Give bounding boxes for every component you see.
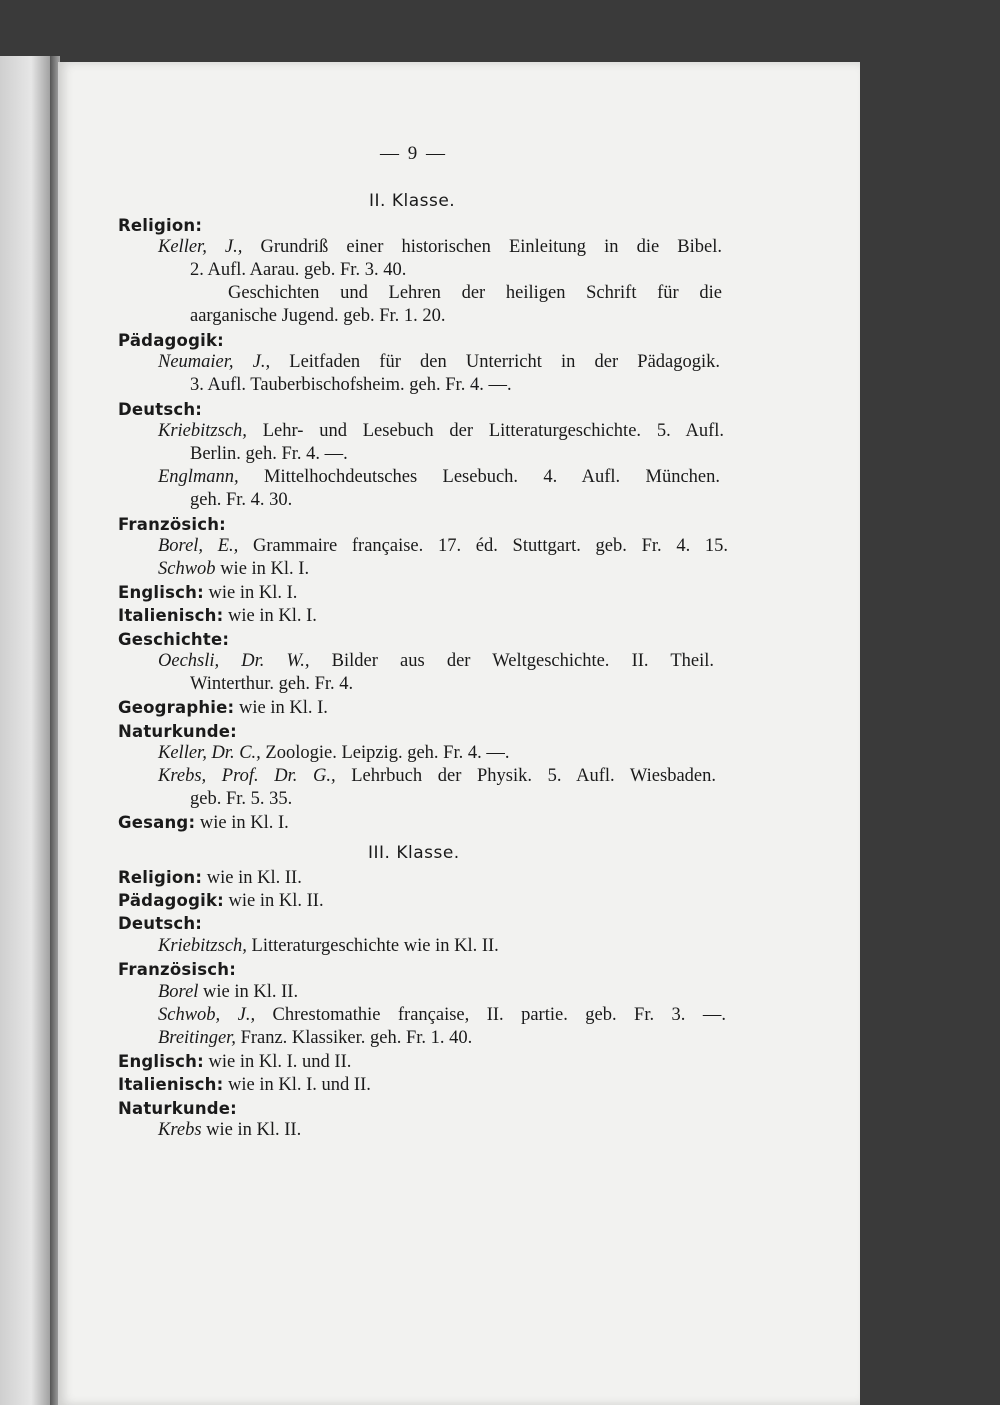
k2-franzoesisch-label: Französich: xyxy=(118,515,226,534)
entry-text: wie in Kl. I. und II. xyxy=(223,1075,371,1095)
k2-religion-entry-1-cont: 2. Aufl. Aarau. geb. Fr. 3. 40. xyxy=(190,260,407,280)
entry-text: Bilder aus der Weltgeschichte. II. Theil. xyxy=(309,651,714,671)
k2-englisch xyxy=(118,581,297,604)
author: Schwob, J., xyxy=(158,1005,256,1025)
entry-text: Grammaire française. 17. éd. Stuttgart. geb. Fr. 4. 15. xyxy=(238,536,729,556)
entry-text: wie in Kl. II. xyxy=(202,868,302,888)
k2-italienisch xyxy=(118,604,317,627)
author: Borel xyxy=(158,982,199,1002)
author: Englmann, xyxy=(158,467,239,487)
k2-paedagogik-label: Pädagogik: xyxy=(118,331,224,350)
entry-text: Chrestomathie française, II. partie. geb. Fr. 3. —. xyxy=(255,1005,726,1025)
k2-deutsch-label: Deutsch: xyxy=(118,400,203,419)
k3-italienisch xyxy=(118,1073,371,1096)
author: Keller, J., xyxy=(158,237,243,257)
k2-gesang xyxy=(118,811,289,834)
k2-religion-entry-1 xyxy=(158,236,722,259)
entry-text: Lehrbuch der Physik. 5. Aufl. Wiesbaden. xyxy=(335,766,716,786)
k2-englisch-label: Englisch: xyxy=(118,583,204,602)
k3-naturkunde-label: Naturkunde: xyxy=(118,1099,237,1118)
entry-text: wie in Kl. II. xyxy=(198,982,299,1002)
k3-franzoesisch-entry-1 xyxy=(158,981,298,1004)
entry-text: wie in Kl. II. xyxy=(223,891,324,911)
k2-religion-entry-2: Geschichten und Lehren der heiligen Schrift für die xyxy=(228,283,722,303)
entry-text: wie in Kl. II. xyxy=(201,1120,302,1140)
k2-geschichte-entry-1-cont: Winterthur. geh. Fr. 4. xyxy=(190,674,354,694)
author: Breitinger, xyxy=(158,1028,236,1048)
k2-gesang-label: Gesang: xyxy=(118,813,196,832)
entry-text: Franz. Klassiker. geh. Fr. 1. 40. xyxy=(235,1028,473,1048)
entry-text: Litteraturgeschichte wie in Kl. II. xyxy=(246,936,499,956)
entry-text: Mittelhochdeutsches Lesebuch. 4. Aufl. München. xyxy=(238,467,720,487)
k3-religion-label: Religion: xyxy=(118,868,203,887)
k2-italienisch-label: Italienisch: xyxy=(118,606,224,625)
k2-religion-entry-2-cont: aarganische Jugend. geb. Fr. 1. 20. xyxy=(190,306,446,326)
k2-naturkunde-entry-1 xyxy=(158,742,509,765)
entry-text: Leitfaden für den Unterricht in der Pädagogik. xyxy=(270,352,721,372)
author: Kriebitzsch, xyxy=(158,936,247,956)
page-number: — 9 — xyxy=(380,143,447,164)
author: Kriebitzsch, xyxy=(158,421,247,441)
entry-text: wie in Kl. I. xyxy=(203,583,298,603)
k3-religion xyxy=(118,866,302,889)
k2-naturkunde-entry-2 xyxy=(158,765,716,788)
k3-englisch-label: Englisch: xyxy=(118,1052,204,1071)
k3-naturkunde-entry-1 xyxy=(158,1119,301,1142)
k2-franzoesisch-entry-2 xyxy=(158,558,309,581)
left-page-edge xyxy=(0,56,52,1405)
k2-geographie xyxy=(118,696,328,719)
k3-franzoesisch-entry-2 xyxy=(158,1004,726,1027)
author: Neumaier, J., xyxy=(158,352,271,372)
entry-text: wie in Kl. I. xyxy=(215,559,310,579)
k3-franzoesisch-label: Französisch: xyxy=(118,960,236,979)
k3-englisch xyxy=(118,1050,351,1073)
k3-paedagogik xyxy=(118,889,324,912)
entry-text: Zoologie. Leipzig. geh. Fr. 4. —. xyxy=(260,743,510,763)
k2-geschichte-label: Geschichte: xyxy=(118,630,230,649)
author: Borel, E., xyxy=(158,536,239,556)
author: Oechsli, Dr. W., xyxy=(158,651,310,671)
entry-text: wie in Kl. I. und II. xyxy=(203,1052,352,1072)
k2-deutsch-entry-2-cont: geh. Fr. 4. 30. xyxy=(190,490,293,510)
k3-deutsch-label: Deutsch: xyxy=(118,914,203,933)
author: Krebs, Prof. Dr. G., xyxy=(158,766,336,786)
k2-naturkunde-label: Naturkunde: xyxy=(118,722,237,741)
k2-paedagogik-entry-1 xyxy=(158,351,720,374)
k2-franzoesisch-entry-1 xyxy=(158,535,728,558)
k2-deutsch-entry-2 xyxy=(158,466,720,489)
k3-franzoesisch-entry-3 xyxy=(158,1027,472,1050)
k2-religion-label: Religion: xyxy=(118,216,203,235)
k3-deutsch-entry-1 xyxy=(158,935,499,958)
entry-text: Lehr- und Lesebuch der Litteraturgeschichte. 5. Aufl. xyxy=(246,421,724,441)
klasse-2-heading: II. Klasse. xyxy=(369,191,456,211)
entry-text: wie in Kl. I. xyxy=(195,813,289,833)
k2-paedagogik-entry-1-cont: 3. Aufl. Tauberbischofsheim. geh. Fr. 4. —. xyxy=(190,375,512,395)
k2-geographie-label: Geographie: xyxy=(118,698,235,717)
k3-paedagogik-label: Pädagogik: xyxy=(118,891,224,910)
entry-text: wie in Kl. I. xyxy=(234,698,328,718)
entry-text: wie in Kl. I. xyxy=(223,606,317,626)
k2-naturkunde-entry-2-cont: geb. Fr. 5. 35. xyxy=(190,789,293,809)
k3-italienisch-label: Italienisch: xyxy=(118,1075,224,1094)
author: Schwob xyxy=(158,559,216,579)
k2-deutsch-entry-1 xyxy=(158,420,724,443)
k2-deutsch-entry-1-cont: Berlin. geh. Fr. 4. —. xyxy=(190,444,348,464)
entry-text: Grundriß einer historischen Einleitung in die Bibel. xyxy=(242,237,722,257)
book-page xyxy=(58,62,860,1405)
k2-geschichte-entry-1 xyxy=(158,650,714,673)
author: Keller, Dr. C., xyxy=(158,743,261,763)
klasse-3-heading: III. Klasse. xyxy=(368,843,460,863)
author: Krebs xyxy=(158,1120,202,1140)
